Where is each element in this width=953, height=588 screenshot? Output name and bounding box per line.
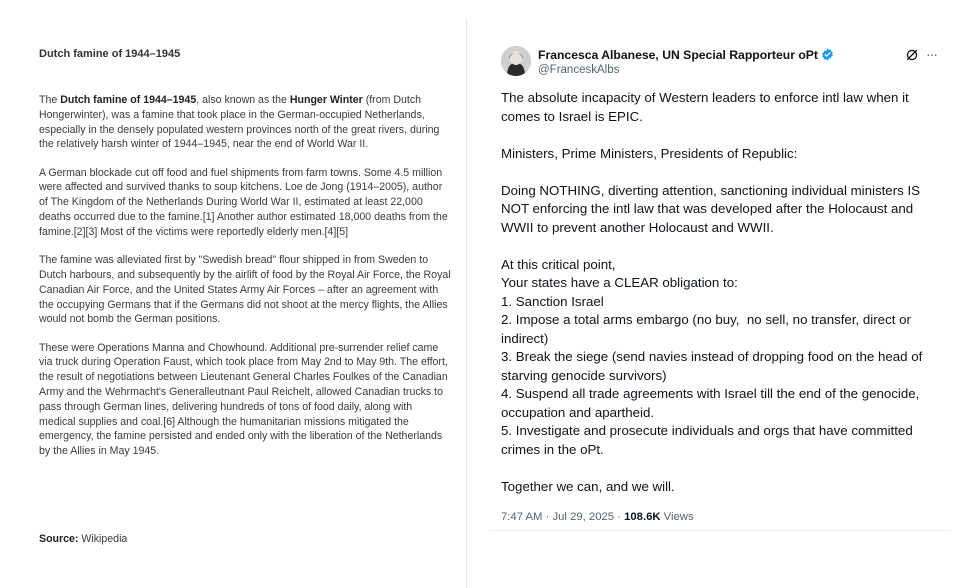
tweet-line: Doing NOTHING, diverting attention, sanctioning individual ministers IS: [501, 182, 921, 198]
text-run: The: [39, 94, 61, 106]
article-title: Dutch famine of 1944–1945: [39, 48, 181, 60]
tweet-line: 1. Sanction Israel: [501, 293, 604, 309]
tweet-line: [501, 126, 941, 145]
source-line: [39, 533, 127, 545]
text-run: , also known as the: [196, 94, 290, 106]
tweet-line: NOT enforcing the intl law that was developed after the Holocaust and: [501, 201, 914, 216]
tweet-line: indirect): [501, 330, 549, 346]
tweet-text: [501, 89, 941, 496]
avatar[interactable]: [501, 46, 531, 76]
paragraph-4: These were Operations Manna and Chowhound. Additional pre-surrender relief came via truck during Operation Faust, which took place from May 2nd to May 9th. The effort, the result of negotiations between Lieutenant General Charles Foulkes of the Canadian Army and the Wehrmacht's Generalleutnant Paul Reichelt, allowed Canadian trucks to pass through German lines, delivering hundreds of tons of food daily, along with medical supplies and coal.[6] Although the humanitarian missions mitigated the emergency, the famine persisted and ended only with the liberation of the Netherlands by the Allies in May 1945.: [39, 341, 448, 458]
tweet-line: crimes in the oPt.: [501, 441, 604, 457]
article-body: [39, 93, 451, 473]
tweet-card: [489, 18, 951, 531]
tweet-line: The absolute incapacity of Western leaders to enforce intl law when it: [501, 90, 909, 105]
tweet-line: Your states have a CLEAR obligation to:: [501, 275, 738, 290]
wikipedia-excerpt-panel: [0, 0, 466, 588]
grok-icon[interactable]: [905, 48, 919, 62]
tweet-line: occupation and apartheid.: [501, 404, 655, 420]
tweet-line: At this critical point,: [501, 256, 616, 272]
tweet-line: WWII to prevent another Holocaust and WWII.: [501, 219, 774, 235]
tweet-line: 4. Suspend all trade agreements with Israel till the end of the genocide,: [501, 386, 920, 401]
views-count: 108.6K: [624, 511, 661, 523]
paragraph-1: [39, 93, 451, 152]
tweet-meta: [501, 511, 694, 523]
timestamp[interactable]: 7:47 AM · Jul 29, 2025 ·: [501, 511, 625, 523]
tweet-line: Together we can, and we will.: [501, 478, 675, 494]
source-value: Wikipedia: [78, 533, 128, 545]
author-handle[interactable]: @FranceskAlbs: [538, 64, 620, 76]
more-options-icon[interactable]: ···: [926, 46, 937, 62]
paragraph-3: The famine was alleviated first by "Swedish bread" flour shipped in from Sweden to Dutch harbours, and subsequently by the airlift of food by the Royal Air Force, the Royal Canadian Air Force, and the United States Army Air Forces – after an agreement with the occupying Germans that if the Germans did not shoot at the mercy flights, the Allies would not bomb the German positions.: [39, 254, 451, 326]
paragraph-2: A German blockade cut off food and fuel shipments from farm towns. Some 4.5 million were affected and survived thanks to soup kitchens. Loe de Jong (1914–2005), author of The Kingdom of the Netherlands During World War II, estimated at least 22,000 deaths occurred due to the famine.[1] Another author estimated 18,000 deaths from the famine.[2][3] Most of the victims were reportedly elderly men.[4][5]: [39, 166, 448, 238]
tweet-line: 3. Break the siege (send navies instead of dropping food on the head of: [501, 349, 923, 364]
views-label: Views: [660, 511, 694, 523]
tweet-line: 5. Investigate and prosecute individuals and orgs that have committed: [501, 423, 913, 438]
author-name-text: Francesca Albanese, UN Special Rapporteur oPt: [538, 48, 818, 62]
bold-term: Hunger Winter: [289, 94, 363, 106]
tweet-line: starving genocide survivors): [501, 367, 667, 383]
avatar-portrait-icon: [501, 46, 531, 76]
source-label: Source:: [39, 533, 79, 545]
panel-divider: [466, 18, 467, 588]
tweet-line: 2. Impose a total arms embargo (no buy, no sell, no transfer, direct or: [501, 312, 911, 327]
tweet-line: [501, 459, 941, 478]
bold-term: Dutch famine of 1944–1945: [60, 94, 197, 106]
verified-badge-icon: [821, 48, 834, 61]
tweet-line: [501, 163, 941, 182]
tweet-line: comes to Israel is EPIC.: [501, 108, 643, 124]
text-run: (from Dutch Hongerwinter), was a famine that took place in the German-occupied Netherlands, especially in the densely populated western provinces north of the great rivers, during the relatively harsh winter of 1944–1945, near the end of World War II.: [39, 94, 440, 151]
author-name[interactable]: [538, 48, 834, 62]
tweet-line: Ministers, Prime Ministers, Presidents of Republic:: [501, 145, 798, 161]
tweet-line: [501, 237, 941, 256]
